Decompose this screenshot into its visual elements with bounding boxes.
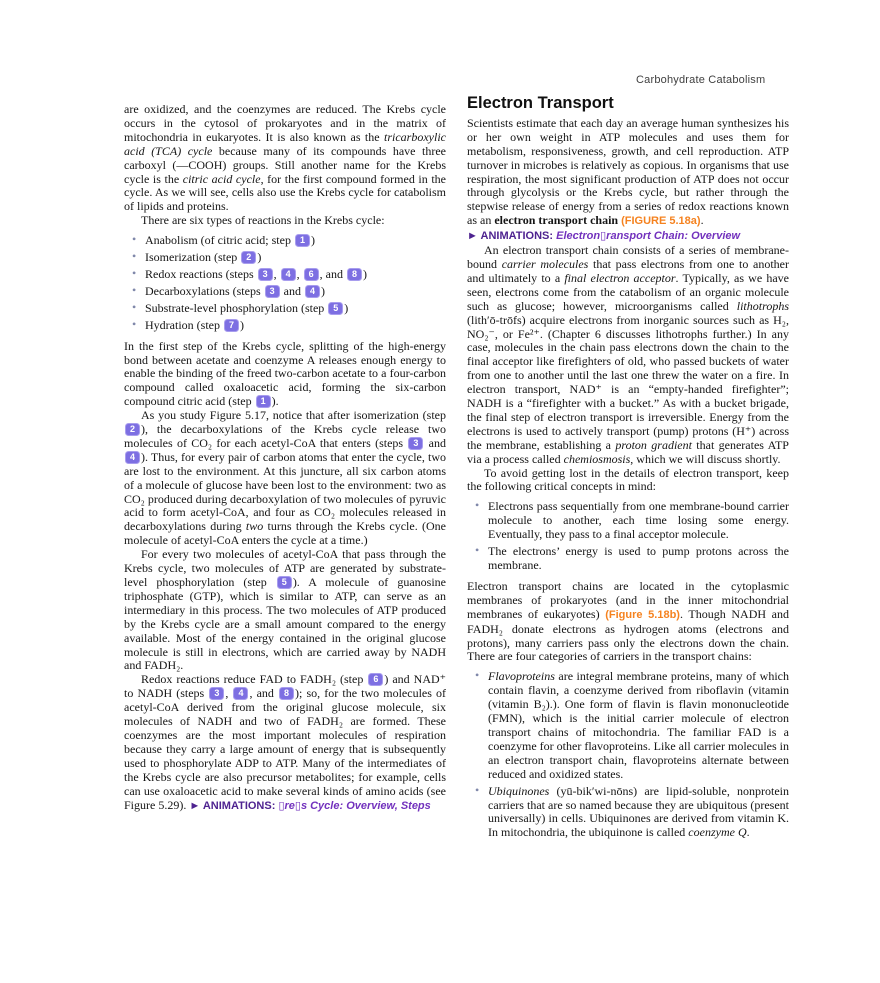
- figure-reference: (FIGURE 5.18a): [621, 215, 701, 228]
- list-item: [124, 251, 446, 265]
- bullet-list: [467, 500, 789, 573]
- paragraph: [467, 467, 789, 495]
- bullet-list: [467, 670, 789, 840]
- animations-label: ► ANIMATIONS:: [189, 799, 279, 812]
- text-run: and: [424, 435, 447, 450]
- italic-text: lithotrophs: [736, 298, 789, 313]
- text-run: As you study Figure 5.17, notice that after isomerization (step: [141, 408, 446, 423]
- text-run: ): [257, 250, 262, 265]
- animation-title: Electron▯ransport Chain: Overview: [556, 230, 741, 243]
- text-run: ,: [273, 266, 280, 281]
- list-item: [124, 265, 446, 282]
- step-badge: 2: [241, 251, 256, 264]
- text-run: Electron transport chains are located in the cytoplasmic membranes of prokaryotes (and in the inner mitochondrial membranes of eukaryotes): [467, 578, 789, 621]
- text-run: Decarboxylations (steps: [145, 283, 264, 298]
- text-run: (yū-bik′wi-nōns) are lipid-soluble, nonprotein carriers that are so named because they are ubiquitous (present universally) in cells. Ubiquinones are derived from vitamin K. In mitochondria, the ubiquinone is called: [488, 783, 789, 840]
- step-badge: 4: [125, 451, 140, 464]
- italic-text: coenzyme Q: [688, 825, 747, 840]
- text-run: Isomerization (step: [145, 250, 241, 265]
- italic-text: proton gradient: [615, 437, 692, 452]
- running-head: Carbohydrate Catabolism: [636, 74, 766, 86]
- text-run: . Typically, as we have seen, electrons come from the catabolism of an organic molecule such as glucose; however, microorganisms called: [467, 270, 789, 313]
- text-run: and: [280, 283, 304, 298]
- text-run: , and: [249, 686, 279, 701]
- list-item: [124, 282, 446, 299]
- text-run: Anabolism (of citric acid; step: [145, 233, 294, 248]
- paragraph: [124, 673, 446, 813]
- list-item: [467, 545, 789, 573]
- text-run: that pass electrons from one to another and ultimately to a: [467, 256, 790, 285]
- text-run: ): [362, 266, 367, 281]
- figure-reference: (Figure 5.18b): [605, 608, 680, 621]
- step-badge: 4: [305, 285, 320, 298]
- step-badge: 6: [368, 673, 383, 686]
- text-run: The electrons’ energy is used to pump protons across the membrane.: [488, 544, 789, 572]
- step-badge: 3: [408, 437, 423, 450]
- step-badge: 3: [265, 285, 280, 298]
- text-run: ), the decarboxylations of the Krebs cycle release two molecules of CO₂ for each acetyl-CoA that enters (steps: [124, 422, 446, 450]
- step-badge: 2: [125, 423, 140, 436]
- bullet-icon: •: [132, 299, 137, 314]
- list-item: [467, 500, 789, 542]
- bullet-list: [124, 234, 446, 332]
- text-run: ).: [271, 394, 279, 409]
- text-run: ) and NAD⁺ to NADH (steps: [124, 672, 447, 701]
- italic-text: tricarboxylic acid (TCA) cycle: [124, 129, 446, 158]
- list-item: [467, 670, 789, 781]
- step-badge: 4: [281, 268, 296, 281]
- text-run: that generates ATP via a process called: [467, 437, 789, 466]
- italic-text: two: [245, 519, 264, 534]
- bullet-icon: •: [132, 265, 137, 280]
- text-run: .: [700, 213, 704, 228]
- italic-text: carrier molecules: [501, 256, 589, 271]
- step-badge: 5: [328, 302, 343, 315]
- bullet-icon: •: [132, 316, 137, 331]
- text-run: There are six types of reactions in the Krebs cycle:: [141, 213, 385, 228]
- italic-text: chemiosmosis: [563, 451, 631, 466]
- italic-text: final electron acceptor: [564, 270, 676, 285]
- left-column: [124, 103, 446, 813]
- step-badge: 1: [256, 395, 271, 408]
- bullet-icon: •: [132, 282, 137, 297]
- text-run: ). Thus, for every pair of carbon atoms that enter the cycle, two are lost to the environment. At this juncture, all six carbon atoms of a molecule of glucose have been lost to the environment: two as CO₂ produced during decarboxylation of two molecules of pyruvic acid to form acetyl-CoA, and four as CO₂ molecules released in decarboxylations during: [124, 449, 446, 534]
- step-badge: 3: [209, 687, 224, 700]
- text-run: Scientists estimate that each day an average human synthesizes his or her own weight in ATP molecules and uses them for metabolism, responsiveness, growth, and cell reproduction. ATP turnover in microbes is relatively as copious. In organisms that use respiration, the most significant production of ATP does not occur through glycolysis or the Krebs cycle, but rather through the stepwise release of energy from a series of redox reactions known as an: [467, 115, 789, 228]
- text-run: ): [344, 300, 349, 315]
- paragraph: [467, 229, 789, 244]
- step-badge: 8: [347, 268, 362, 281]
- step-badge: 6: [304, 268, 319, 281]
- paragraph: [467, 580, 789, 664]
- text-run: ): [310, 233, 315, 248]
- step-badge: 5: [277, 576, 292, 589]
- text-run: In the first step of the Krebs cycle, splitting of the high-energy bond between acetate and coenzyme A releases enough energy to enable the binding of the freed two-carbon acetate to a four-carbon compound called oxaloacetic acid, forming the six-carbon compound citric acid (step: [124, 338, 446, 409]
- paragraph: [467, 244, 789, 467]
- text-run: turns through the Krebs cycle. (One molecule of acetyl-CoA enters the cycle at a time.): [124, 519, 446, 548]
- text-run: ,: [296, 266, 303, 281]
- text-run: Hydration (step: [145, 317, 223, 332]
- text-run: , and: [319, 266, 346, 281]
- text-run: ): [239, 317, 244, 332]
- paragraph: [124, 409, 446, 548]
- paragraph: [124, 548, 446, 673]
- text-run: ,: [225, 686, 233, 701]
- italic-text: Ubiquinones: [488, 783, 550, 798]
- step-badge: 8: [279, 687, 294, 700]
- paragraph: [124, 214, 446, 228]
- bullet-icon: •: [475, 668, 480, 683]
- text-run: , for the first compound formed in the cycle. As we will see, cells also use the Krebs cycle for catabolism of lipids and proteins.: [124, 171, 446, 214]
- step-badge: 1: [295, 234, 310, 247]
- step-badge: 4: [233, 687, 248, 700]
- paragraph: [124, 340, 446, 410]
- list-item: [124, 316, 446, 333]
- text-run: are integral membrane proteins, many of which contain flavin, a coenzyme derived from riboflavin (vitamin (vitamin B₂).). One form of flavin is flavin mononucleotide (FMN), which is the initial carrier molecule of electron transport chains of mitochondria. The familiar FAD is a coenzyme for other flavoproteins. Like all carrier molecules in an electron transport chain, flavoproteins alternate between reduced and oxidized states.: [488, 669, 789, 781]
- list-item: [467, 782, 789, 841]
- bullet-icon: •: [132, 232, 137, 247]
- right-column: [467, 94, 790, 847]
- text-run: ): [320, 283, 325, 298]
- list-item: [124, 299, 446, 316]
- step-badge: 7: [224, 319, 239, 332]
- text-run: For every two molecules of acetyl-CoA that pass through the Krebs cycle, two molecules of ATP are generated by substrate-level phosphorylation (step: [124, 547, 446, 589]
- text-run: ); so, for the two molecules of acetyl-CoA derived from the original glucose molecule, six molecules of NADH and two of FADH₂ are formed. These coenzymes are the most important molecules of respiration because they carry a large amount of energy that is subsequently used to phosphorylate ADP to ATP. Many of the intermediates of the Krebs cycle are also precursor metabolites; for example, cells can use oxaloacetic acid to make several kinds of amino acids (see Figure 5.29).: [124, 686, 447, 812]
- text-run: .: [746, 825, 750, 840]
- bold-text: electron transport chain: [494, 213, 619, 228]
- text-run: (lith′ō-trōfs) acquire electrons from inorganic sources such as H₂, NO₂⁻, or Fe²⁺. (Chapter 6 discusses lithotrophs further.) In any case, molecules in the chain pass electrons down the chain to the final acceptor like firefighters of old, who passed buckets of water from one to another until the last one threw the water on a fire. In electron transport, NAD⁺ is an “empty-handed firefighter”; NADH is a “firefighter with a bucket.” As with a bucket brigade, the final step of electron transport is irreversible. Energy from the electrons is used to actively transport (pump) protons (H⁺) across the membrane, establishing a: [467, 312, 789, 452]
- paragraph: [467, 117, 789, 229]
- text-run: Redox reactions reduce FAD to FADH₂ (step: [141, 672, 368, 687]
- bullet-icon: •: [475, 782, 480, 797]
- list-item: [124, 234, 446, 248]
- animation-title: ▯re▯s Cycle: Overview, Steps: [278, 799, 431, 812]
- text-run: ). A molecule of guanosine triphosphate (GTP), which is similar to ATP, can serve as an intermediary in this process. The two molecules of ATP produced by the Krebs cycle are a small amount compared to the energy available. Most of the energy contained in the original glucose molecule is still in electrons, which are carried away by NADH and FADH₂.: [124, 575, 446, 673]
- bullet-icon: •: [132, 249, 137, 264]
- italic-text: Flavoproteins: [488, 669, 555, 684]
- text-run: To avoid getting lost in the details of electron transport, keep the following critical concepts in mind:: [467, 465, 789, 494]
- text-run: , which we will discuss shortly.: [630, 451, 781, 466]
- text-run: are oxidized, and the coenzymes are reduced. The Krebs cycle occurs in the cytosol of prokaryotes and in the matrix of mitochondria in eukaryotes. It is also known as the: [124, 102, 446, 144]
- text-run: An electron transport chain consists of a series of membrane-bound: [467, 243, 789, 271]
- text-run: Electrons pass sequentially from one membrane-bound carrier molecule to another, each time losing some energy. Eventually, they pass to a final acceptor molecule.: [488, 499, 789, 542]
- section-heading: Electron Transport: [467, 94, 614, 112]
- bullet-icon: •: [475, 543, 480, 558]
- animations-label: ► ANIMATIONS:: [467, 230, 557, 243]
- text-run: Redox reactions (steps: [145, 266, 257, 281]
- text-run: . Though NADH and FADH₂ donate electrons as hydrogen atoms (electrons and protons), many carriers pass only the electrons down the chain. There are four categories of carriers in the transport chains:: [467, 606, 789, 664]
- step-badge: 3: [258, 268, 273, 281]
- text-run: Substrate-level phosphorylation (step: [145, 300, 328, 315]
- bullet-icon: •: [475, 498, 480, 513]
- paragraph: [124, 103, 446, 214]
- text-run: because many of its compounds have three carboxyl (—COOH) groups. Still another name for the Krebs cycle is the: [124, 143, 446, 186]
- italic-text: citric acid cycle: [182, 171, 261, 186]
